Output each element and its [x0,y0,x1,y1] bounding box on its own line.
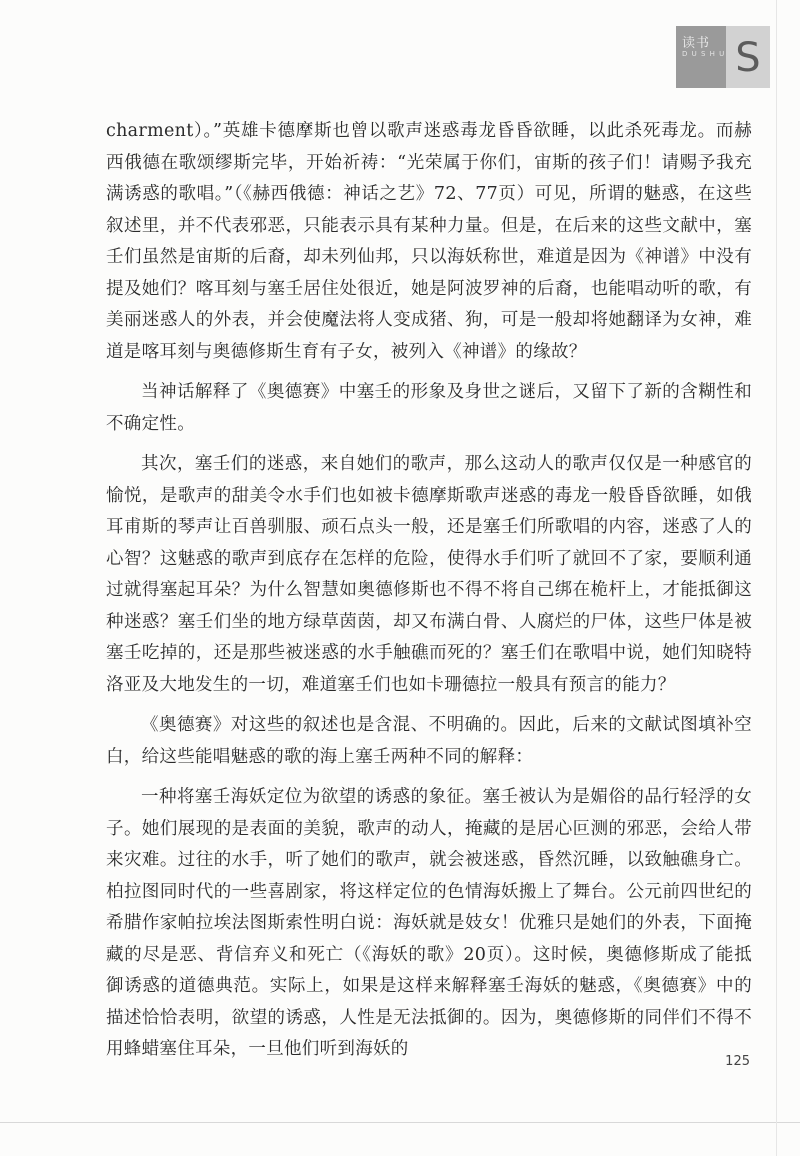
body-text [106,116,752,1075]
paragraph-5: 一种将塞壬海妖定位为欲望的诱惑的象征。塞壬被认为是媚俗的品行轻浮的女子。她们展现的是表面的美貌，歌声的动人，掩藏的是居心叵测的邪恶，会给人带来灾难。过往的水手，听了她们的歌声，就会被迷惑，昏然沉睡，以致触礁身亡。柏拉图同时代的一些喜剧家，将这样定位的色情海妖搬上了舞台。公元前四世纪的希腊作家帕拉埃法图斯索性明白说：海妖就是妓女！优雅只是她们的外表，下面掩藏的尽是恶、背信弃义和死亡（《海妖的歌》20页）。这时候，奥德修斯成了能抵御诱惑的道德典范。实际上，如果是这样来解释塞壬海妖的魅惑，《奥德赛》中的描述恰恰表明，欲望的诱惑，人性是无法抵御的。因为，奥德修斯的同伴们不得不用蜂蜡塞住耳朵，一旦他们听到海妖的 [106,787,752,1059]
page-edge-line [776,0,777,1156]
paragraph-4: 《奥德赛》对这些的叙述也是含混、不明确的。因此，后来的文献试图填补空白，给这些能唱魅惑的歌的海上塞壬两种不同的解释： [106,715,752,767]
corner-tab-english-label: D U S H U [682,50,726,58]
page-number: 125 [725,1054,750,1069]
paragraph-3: 其次，塞壬们的迷惑，来自她们的歌声，那么这动人的歌声仅仅是一种感官的愉悦，是歌声的甜美令水手们也如被卡德摩斯歌声迷惑的毒龙一般昏昏欲睡，如俄耳甫斯的琴声让百兽驯服、顽石点头一般，还是塞壬们所歌唱的内容，迷惑了人的心智？这魅惑的歌声到底存在怎样的危险，使得水手们听了就回不了家，要顺利通过就得塞起耳朵？为什么智慧如奥德修斯也不得不将自己绑在桅杆上，才能抵御这种迷惑？塞壬们坐的地方绿草茵茵，却又布满白骨、人腐烂的尸体，这些尸体是被塞壬吃掉的，还是那些被迷惑的水手触礁而死的？塞壬们在歌唱中说，她们知晓特洛亚及大地发生的一切，难道塞壬们也如卡珊德拉一般具有预言的能力？ [106,454,752,695]
corner-tab-letter: S [735,35,761,81]
bottom-divider [0,1122,800,1123]
paragraph-2: 当神话解释了《奥德赛》中塞壬的形象及身世之谜后，又留下了新的含糊性和不确定性。 [106,382,752,434]
corner-tab-chinese-label: 读书 [682,36,711,51]
paragraph-1: charment）。”英雄卡德摩斯也曾以歌声迷惑毒龙昏昏欲睡，以此杀死毒龙。而赫西俄德在歌颂缪斯完毕，开始祈祷：“光荣属于你们，宙斯的孩子们！请赐予我充满诱惑的歌唱。”（《赫西俄德：神话之艺》72、77页）可见，所谓的魅惑，在这些叙述里，并不代表邪恶，只能表示具有某种力量。但是，在后来的这些文献中，塞壬们虽然是宙斯的后裔，却未列仙邦，只以海妖称世，难道是因为《神谱》中没有提及她们？喀耳刻与塞壬居住处很近，她是阿波罗神的后裔，也能唱动听的歌，有美丽迷惑人的外表，并会使魔法将人变成猪、狗，可是一般却将她翻译为女神，难道是喀耳刻与奥德修斯生育有子女，被列入《神谱》的缘故？ [106,121,752,362]
section-corner-tab [676,26,770,92]
